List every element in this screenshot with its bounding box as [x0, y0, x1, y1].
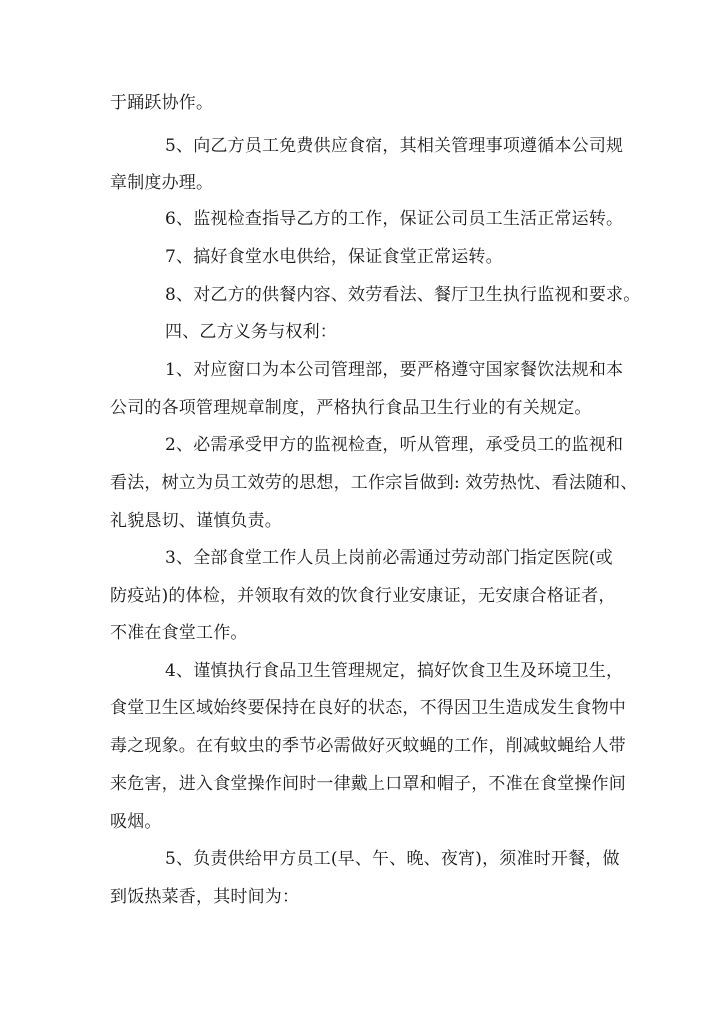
text-line: 礼貌恳切、谨慎负责。: [110, 511, 282, 531]
text-line: 5、向乙方员工免费供应食宿，其相关管理事项遵循本公司规: [165, 136, 624, 156]
text-line: 公司的各项管理规章制度，严格执行食品卫生行业的有关规定。: [110, 398, 592, 418]
text-line: 7、搞好食堂水电供给，保证食堂正常运转。: [165, 247, 503, 267]
text-line: 2、必需承受甲方的监视检查，听从管理，承受员工的监视和: [165, 435, 624, 455]
text-line: 看法，树立为员工效劳的思想，工作宗旨做到: 效劳热忱、看法随和、: [110, 473, 638, 493]
text-line: 食堂卫生区域始终要保持在良好的状态，不得因卫生造成发生食物中: [110, 698, 626, 718]
section-heading: 四、乙方义务与权利：: [165, 322, 337, 342]
text-line: 8、对乙方的供餐内容、效劳看法、餐厅卫生执行监视和要求。: [165, 285, 641, 305]
text-line: 1、对应窗口为本公司管理部，要严格遵守国家餐饮法规和本: [165, 360, 624, 380]
text-line: 3、全部食堂工作人员上岗前必需通过劳动部门指定医院(或: [165, 548, 613, 568]
text-line: 吸烟。: [110, 812, 162, 832]
text-line: 来危害，进入食堂操作间时一律戴上口罩和帽子，不准在食堂操作间: [110, 774, 626, 794]
text-line: 到饭热菜香，其时间为：: [110, 887, 300, 907]
text-line: 5、负责供给甲方员工(早、午、晚、夜宵)，须准时开餐，做: [165, 849, 620, 869]
text-line: 6、监视检查指导乙方的工作，保证公司员工生活正常运转。: [165, 209, 624, 229]
text-line: 毒之现象。在有蚊虫的季节必需做好灭蚊蝇的工作，削减蚊蝇给人带: [110, 736, 626, 756]
text-line: 防疫站)的体检，并领取有效的饮食行业安康证，无安康合格证者，: [110, 586, 616, 606]
text-line: 4、谨慎执行食品卫生管理规定，搞好饮食卫生及环境卫生，: [165, 661, 624, 681]
text-line: 于踊跃协作。: [110, 93, 214, 113]
text-line: 不准在食堂工作。: [110, 623, 248, 643]
text-line: 章制度办理。: [110, 173, 214, 193]
